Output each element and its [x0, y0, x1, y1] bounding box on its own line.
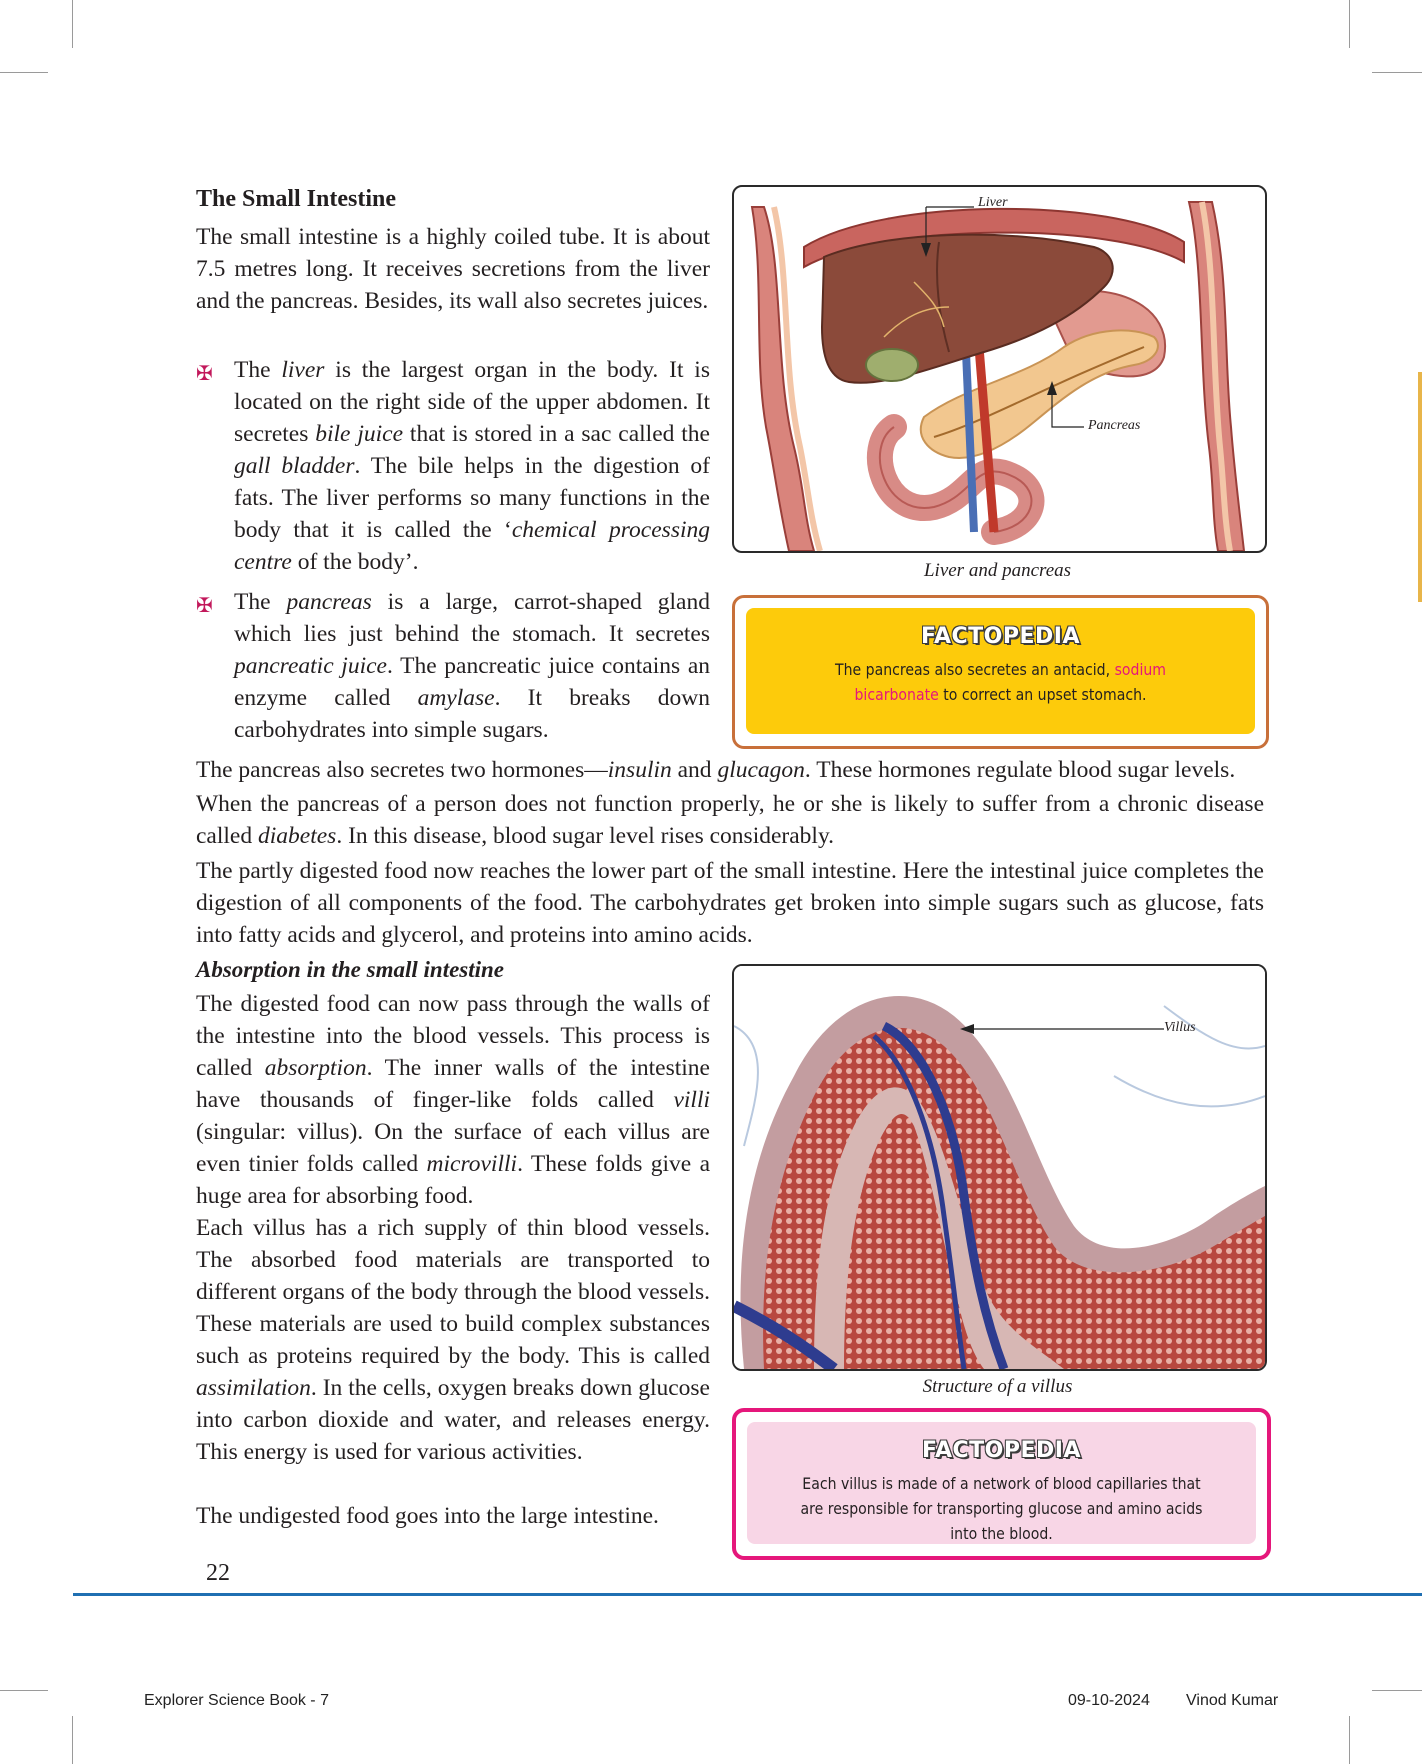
crop-mark	[0, 1690, 48, 1691]
section-heading: The Small Intestine	[196, 186, 397, 212]
factopedia-title-2: FACTOPEDIA	[921, 1438, 1081, 1463]
crop-mark	[1372, 1690, 1422, 1691]
crop-mark	[72, 1716, 73, 1764]
bullet-liver	[196, 354, 710, 578]
label-liver: Liver	[978, 195, 1008, 210]
absorption-paragraph-1: The digested food can now pass through the walls of the intestine into the blood vessels. This process is called absorption. The inner walls of the intestine have thousands of finger-like folds called villi (singular: villus). On the surface of each villus are even tinier folds called microvilli. These folds give a huge area for absorbing food.	[196, 991, 710, 1209]
absorption-heading: Absorption in the small intestine	[196, 957, 505, 982]
liver-pancreas-figure	[732, 185, 1267, 553]
diabetes-paragraph: When the pancreas of a person does not function properly, he or she is likely to suffer from a chronic disease called diabetes. In this disease, blood sugar level rises considerably.	[196, 791, 1264, 849]
digestion-paragraph: The partly digested food now reaches the lower part of the small intestine. Here the intestinal juice completes the digestion of all components of the food. The carbohydrates get broken into simple sugars such as glucose, fats into fatty acids and glycerol, and proteins into amino acids.	[196, 858, 1264, 948]
bullet-cross-icon: ✠	[196, 595, 213, 617]
bullet-cross-icon: ✠	[196, 363, 213, 385]
bullet-pancreas	[196, 586, 710, 746]
factopedia-box-2	[732, 1408, 1271, 1560]
edge-tab	[1418, 372, 1422, 602]
factopedia-title-1: FACTOPEDIA	[920, 624, 1080, 649]
crop-mark	[1349, 1716, 1350, 1764]
factopedia-text-1: The pancreas also secretes an antacid, sodium bicarbonate to correct an upset stomach.	[834, 660, 1167, 704]
bullet-pancreas-text: The pancreas is a large, carrot-shaped gland which lies just behind the stomach. It secretes pancreatic juice. The pancreatic juice contains an enzyme called amylase. It breaks down carbohydrates into simple sugars.	[234, 589, 711, 743]
footer-author: Vinod Kumar	[1186, 1692, 1279, 1709]
bullet-liver-text: The liver is the largest organ in the body. It is located on the right side of the upper abdomen. It secretes bile juice that is stored in a sac called the gall bladder. The bile helps in the digestion of fats. The liver performs so many functions in the body that it is called the ‘chemical processing centre of the body’.	[234, 357, 710, 575]
crop-mark	[1372, 72, 1422, 73]
factopedia-box-2-inner	[747, 1422, 1256, 1544]
intro-paragraph: The small intestine is a highly coiled tube. It is about 7.5 metres long. It receives secretions from the liver and the pancreas. Besides, its wall also secretes juices.	[196, 224, 710, 314]
footer-date: 09-10-2024	[1068, 1692, 1150, 1709]
label-villus: Villus	[1164, 1020, 1196, 1035]
absorption-paragraph-2: Each villus has a rich supply of thin blood vessels. The absorbed food materials are transported to different organs of the body through the blood vessels. These materials are used to build complex substances such as proteins required by the body. This is called assimilation. In the cells, oxygen breaks down glucose into carbon dioxide and water, and releases energy. This energy is used for various activities.	[196, 1215, 710, 1465]
absorption-paragraph-3: The undigested food goes into the large intestine.	[196, 1503, 659, 1529]
liver-pancreas-illustration	[734, 187, 1265, 551]
footer-rule	[73, 1593, 1422, 1596]
factopedia-box-1-inner	[746, 608, 1255, 734]
crop-mark	[1349, 0, 1350, 48]
factopedia-box-1	[732, 595, 1269, 749]
factopedia-text-2: Each villus is made of a network of blood capillaries that are responsible for transporting glucose and amino acids into the blood.	[800, 1474, 1203, 1543]
caption-villus: Structure of a villus	[922, 1376, 1073, 1397]
crop-mark	[72, 0, 73, 48]
hormones-paragraph: The pancreas also secretes two hormones—insulin and glucagon. These hormones regulate blood sugar levels.	[196, 757, 1236, 783]
label-pancreas: Pancreas	[1088, 418, 1141, 433]
caption-liver-pancreas: Liver and pancreas	[923, 560, 1072, 581]
villus-figure	[732, 964, 1267, 1371]
footer-book-title: Explorer Science Book - 7	[144, 1692, 329, 1709]
crop-mark	[0, 72, 48, 73]
page-number: 22	[206, 1560, 230, 1586]
